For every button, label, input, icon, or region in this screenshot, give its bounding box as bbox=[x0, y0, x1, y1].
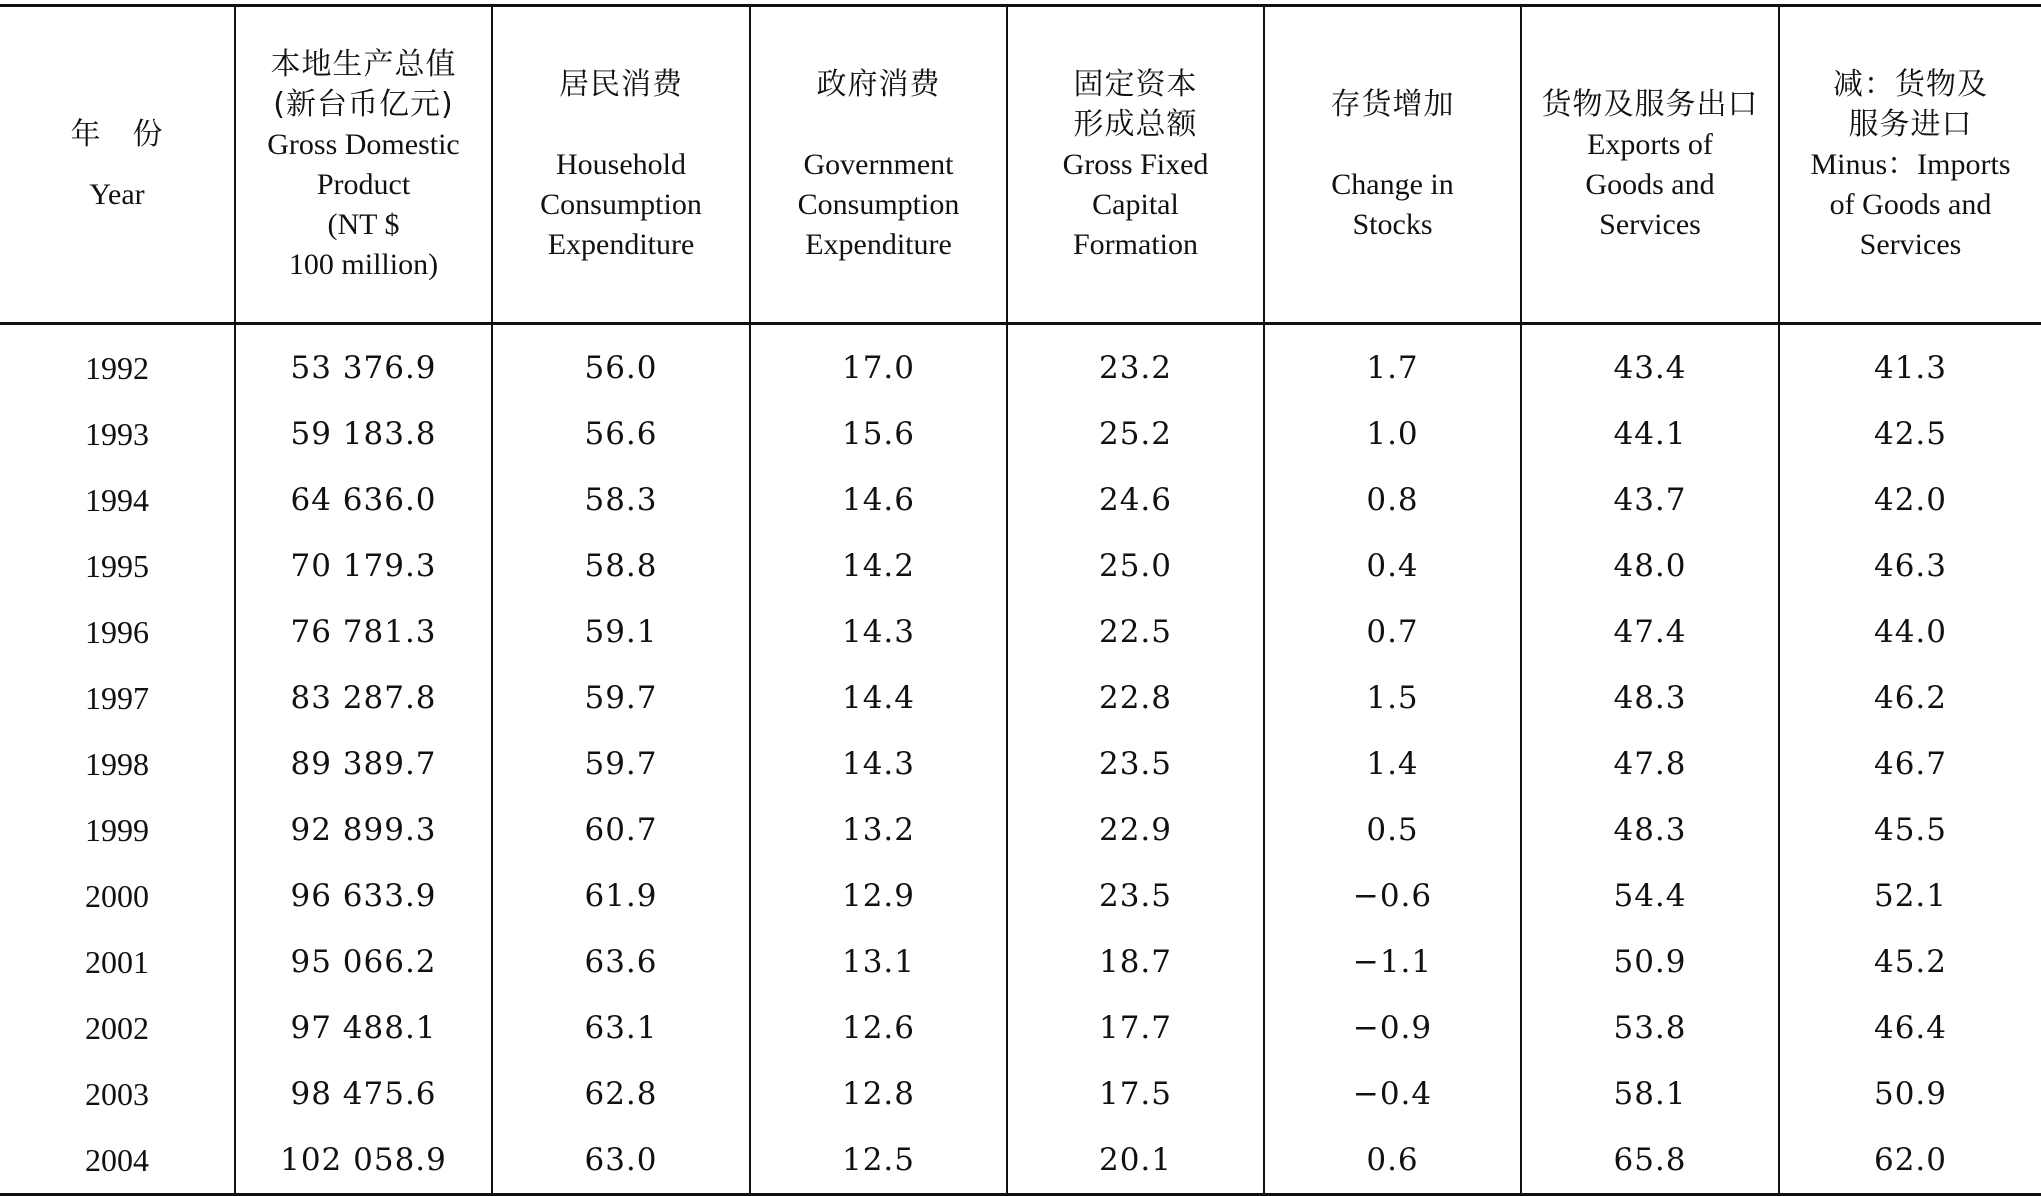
cell-gross-fixed-capital: 18.7 bbox=[1007, 929, 1264, 995]
cell-gross-fixed-capital: 22.8 bbox=[1007, 665, 1264, 731]
cell-gross-fixed-capital: 20.1 bbox=[1007, 1127, 1264, 1195]
cell-gdp: 92 899.3 bbox=[235, 797, 492, 863]
header-imports-zh: 减：货物及 服务进口 bbox=[1833, 66, 1988, 142]
cell-gdp: 83 287.8 bbox=[235, 665, 492, 731]
cell-government-consumption: 17.0 bbox=[750, 324, 1007, 402]
cell-year: 1997 bbox=[85, 679, 149, 716]
cell-imports: 45.2 bbox=[1779, 929, 2041, 995]
cell-government-consumption: 12.9 bbox=[750, 863, 1007, 929]
header-gross-fixed-capital-zh: 固定资本 形成总额 bbox=[1073, 66, 1198, 142]
table-row bbox=[0, 929, 2041, 995]
header-exports bbox=[1521, 6, 1779, 324]
cell-gdp: 64 636.0 bbox=[235, 467, 492, 533]
cell-exports: 53.8 bbox=[1521, 995, 1779, 1061]
cell-gdp: 59 183.8 bbox=[235, 401, 492, 467]
cell-gdp: 98 475.6 bbox=[235, 1061, 492, 1127]
table-row bbox=[0, 731, 2041, 797]
cell-year: 2000 bbox=[85, 877, 149, 914]
cell-year: 2001 bbox=[85, 943, 149, 980]
table-row bbox=[0, 1127, 2041, 1195]
cell-government-consumption: 13.2 bbox=[750, 797, 1007, 863]
table-row bbox=[0, 324, 2041, 402]
cell-government-consumption: 14.3 bbox=[750, 599, 1007, 665]
cell-government-consumption: 14.3 bbox=[750, 731, 1007, 797]
cell-gdp: 89 389.7 bbox=[235, 731, 492, 797]
cell-gross-fixed-capital: 25.0 bbox=[1007, 533, 1264, 599]
header-change-in-stocks-zh: 存货增加 bbox=[1330, 86, 1455, 122]
cell-year: 1992 bbox=[85, 349, 149, 386]
cell-household-consumption: 59.1 bbox=[492, 599, 750, 665]
gdp-expenditure-table bbox=[0, 4, 2041, 1196]
cell-household-consumption: 63.1 bbox=[492, 995, 750, 1061]
cell-year: 1993 bbox=[85, 415, 149, 452]
cell-government-consumption: 12.6 bbox=[750, 995, 1007, 1061]
cell-exports: 48.3 bbox=[1521, 797, 1779, 863]
cell-gross-fixed-capital: 24.6 bbox=[1007, 467, 1264, 533]
cell-imports: 50.9 bbox=[1779, 1061, 2041, 1127]
cell-gross-fixed-capital: 23.5 bbox=[1007, 863, 1264, 929]
cell-imports: 52.1 bbox=[1779, 863, 2041, 929]
cell-gdp: 70 179.3 bbox=[235, 533, 492, 599]
cell-exports: 48.0 bbox=[1521, 533, 1779, 599]
cell-year: 1996 bbox=[85, 613, 149, 650]
cell-gdp: 53 376.9 bbox=[235, 324, 492, 402]
cell-change-in-stocks: 0.7 bbox=[1264, 599, 1521, 665]
cell-government-consumption: 15.6 bbox=[750, 401, 1007, 467]
header-gross-fixed-capital bbox=[1007, 6, 1264, 324]
cell-government-consumption: 12.5 bbox=[750, 1127, 1007, 1195]
cell-gdp: 102 058.9 bbox=[235, 1127, 492, 1195]
cell-gdp: 95 066.2 bbox=[235, 929, 492, 995]
cell-exports: 44.1 bbox=[1521, 401, 1779, 467]
header-exports-en: Exports of Goods and Services bbox=[1585, 127, 1715, 241]
cell-change-in-stocks: 1.5 bbox=[1264, 665, 1521, 731]
cell-gross-fixed-capital: 22.5 bbox=[1007, 599, 1264, 665]
cell-household-consumption: 56.6 bbox=[492, 401, 750, 467]
cell-change-in-stocks: 1.7 bbox=[1264, 324, 1521, 402]
cell-government-consumption: 13.1 bbox=[750, 929, 1007, 995]
cell-imports: 42.0 bbox=[1779, 467, 2041, 533]
cell-change-in-stocks: 1.4 bbox=[1264, 731, 1521, 797]
cell-change-in-stocks: −1.1 bbox=[1264, 929, 1521, 995]
cell-change-in-stocks: −0.9 bbox=[1264, 995, 1521, 1061]
cell-change-in-stocks: 0.6 bbox=[1264, 1127, 1521, 1195]
table-row bbox=[0, 599, 2041, 665]
cell-gross-fixed-capital: 23.2 bbox=[1007, 324, 1264, 402]
cell-imports: 46.3 bbox=[1779, 533, 2041, 599]
header-government-consumption-zh: 政府消费 bbox=[816, 66, 941, 102]
table-row bbox=[0, 1061, 2041, 1127]
table-body bbox=[0, 324, 2041, 1195]
table-header-row bbox=[0, 6, 2041, 324]
cell-household-consumption: 63.6 bbox=[492, 929, 750, 995]
header-change-in-stocks-en: Change in Stocks bbox=[1331, 167, 1454, 241]
cell-household-consumption: 62.8 bbox=[492, 1061, 750, 1127]
cell-household-consumption: 61.9 bbox=[492, 863, 750, 929]
cell-imports: 46.4 bbox=[1779, 995, 2041, 1061]
table-row bbox=[0, 863, 2041, 929]
header-household-consumption-en: Household Consumption Expenditure bbox=[540, 147, 702, 261]
cell-year: 1999 bbox=[85, 811, 149, 848]
cell-government-consumption: 12.8 bbox=[750, 1061, 1007, 1127]
header-exports-zh: 货物及服务出口 bbox=[1541, 86, 1759, 122]
cell-imports: 42.5 bbox=[1779, 401, 2041, 467]
cell-change-in-stocks: 1.0 bbox=[1264, 401, 1521, 467]
cell-gdp: 96 633.9 bbox=[235, 863, 492, 929]
table-row bbox=[0, 665, 2041, 731]
cell-change-in-stocks: −0.6 bbox=[1264, 863, 1521, 929]
cell-gdp: 76 781.3 bbox=[235, 599, 492, 665]
cell-government-consumption: 14.4 bbox=[750, 665, 1007, 731]
cell-exports: 43.4 bbox=[1521, 324, 1779, 402]
cell-gross-fixed-capital: 17.7 bbox=[1007, 995, 1264, 1061]
cell-household-consumption: 60.7 bbox=[492, 797, 750, 863]
table-row bbox=[0, 467, 2041, 533]
cell-gdp: 97 488.1 bbox=[235, 995, 492, 1061]
cell-household-consumption: 59.7 bbox=[492, 731, 750, 797]
cell-year: 1994 bbox=[85, 481, 149, 518]
cell-imports: 46.7 bbox=[1779, 731, 2041, 797]
cell-household-consumption: 59.7 bbox=[492, 665, 750, 731]
table-row bbox=[0, 533, 2041, 599]
cell-year: 1998 bbox=[85, 745, 149, 782]
cell-change-in-stocks: 0.4 bbox=[1264, 533, 1521, 599]
header-household-consumption-zh: 居民消费 bbox=[559, 66, 683, 102]
cell-exports: 65.8 bbox=[1521, 1127, 1779, 1195]
cell-exports: 43.7 bbox=[1521, 467, 1779, 533]
cell-household-consumption: 56.0 bbox=[492, 324, 750, 402]
header-change-in-stocks bbox=[1264, 6, 1521, 324]
cell-exports: 48.3 bbox=[1521, 665, 1779, 731]
header-government-consumption bbox=[750, 6, 1007, 324]
cell-gross-fixed-capital: 23.5 bbox=[1007, 731, 1264, 797]
table-row bbox=[0, 995, 2041, 1061]
cell-exports: 50.9 bbox=[1521, 929, 1779, 995]
cell-year: 2004 bbox=[0, 1127, 235, 1195]
cell-change-in-stocks: 0.5 bbox=[1264, 797, 1521, 863]
cell-change-in-stocks: 0.8 bbox=[1264, 467, 1521, 533]
cell-gross-fixed-capital: 25.2 bbox=[1007, 401, 1264, 467]
header-government-consumption-en: Government Consumption Expenditure bbox=[797, 147, 960, 261]
cell-imports: 46.2 bbox=[1779, 665, 2041, 731]
cell-gross-fixed-capital: 22.9 bbox=[1007, 797, 1264, 863]
header-gross-fixed-capital-en: Gross Fixed Capital Formation bbox=[1062, 147, 1209, 261]
header-gdp-zh: 本地生产总值 (新台币亿元) bbox=[270, 46, 457, 122]
cell-government-consumption: 14.6 bbox=[750, 467, 1007, 533]
header-year-en: Year bbox=[89, 177, 145, 211]
table-row bbox=[0, 401, 2041, 467]
header-imports bbox=[1779, 6, 2041, 324]
cell-imports: 44.0 bbox=[1779, 599, 2041, 665]
statistics-table-container bbox=[0, 4, 2041, 1196]
cell-exports: 47.8 bbox=[1521, 731, 1779, 797]
cell-household-consumption: 58.8 bbox=[492, 533, 750, 599]
cell-household-consumption: 58.3 bbox=[492, 467, 750, 533]
header-year bbox=[0, 6, 235, 324]
cell-exports: 54.4 bbox=[1521, 863, 1779, 929]
header-household-consumption bbox=[492, 6, 750, 324]
cell-year: 2003 bbox=[85, 1075, 149, 1112]
cell-household-consumption: 63.0 bbox=[492, 1127, 750, 1195]
cell-change-in-stocks: −0.4 bbox=[1264, 1061, 1521, 1127]
header-gdp bbox=[235, 6, 492, 324]
cell-exports: 47.4 bbox=[1521, 599, 1779, 665]
cell-government-consumption: 14.2 bbox=[750, 533, 1007, 599]
cell-exports: 58.1 bbox=[1521, 1061, 1779, 1127]
cell-imports: 41.3 bbox=[1779, 324, 2041, 402]
header-year-zh: 年 份 bbox=[70, 116, 164, 152]
table-row bbox=[0, 797, 2041, 863]
cell-year: 1995 bbox=[85, 547, 149, 584]
cell-year: 2002 bbox=[85, 1009, 149, 1046]
header-gdp-en: Gross Domestic Product (NT $ 100 million) bbox=[267, 127, 460, 281]
cell-imports: 45.5 bbox=[1779, 797, 2041, 863]
cell-imports: 62.0 bbox=[1779, 1127, 2041, 1195]
cell-gross-fixed-capital: 17.5 bbox=[1007, 1061, 1264, 1127]
header-imports-en: Minus：Imports of Goods and Services bbox=[1810, 147, 2011, 261]
